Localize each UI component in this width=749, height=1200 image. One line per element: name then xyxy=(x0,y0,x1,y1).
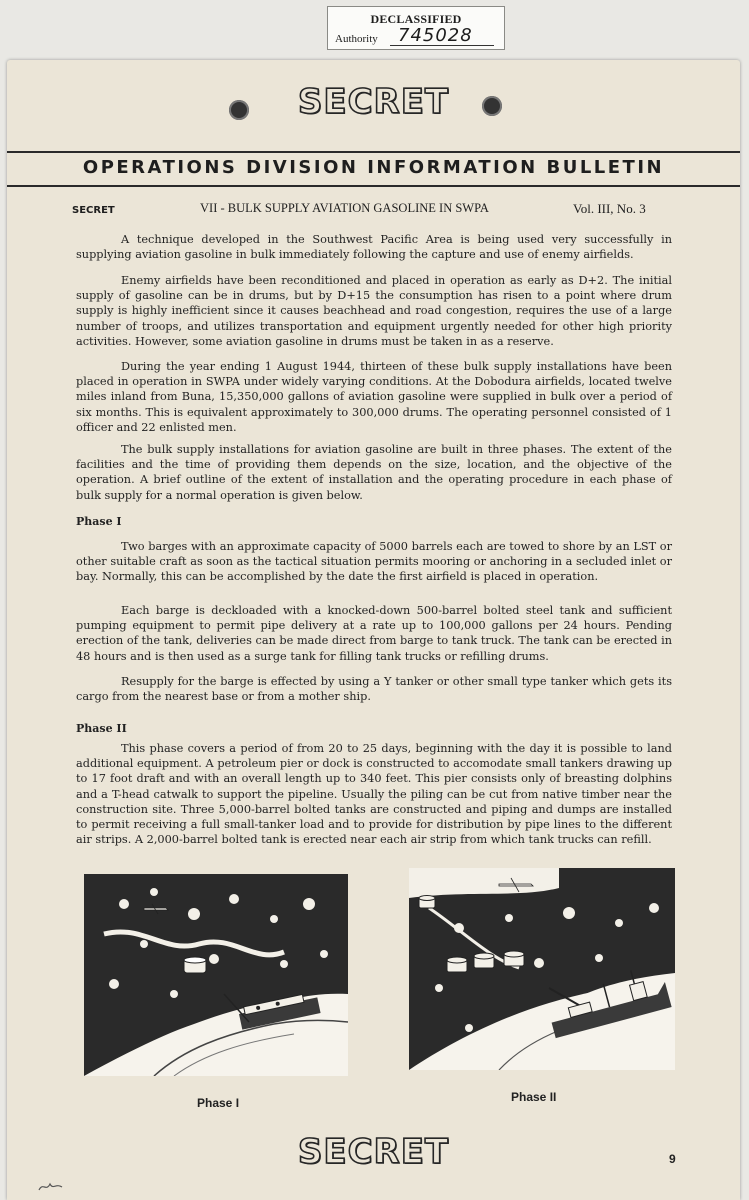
phase-1-drawing xyxy=(84,874,348,1076)
phases-paragraph: The bulk supply installations for aviation gasoline are built in three phases. The extent of the facilities and the time of providing them depends on the size, location, and the objective of the operation. A brief outline of the extent of installation and the operating procedure in each phase of bulk supply for a normal operation is given below. xyxy=(76,443,672,502)
phase-1-paragraph-1: Two barges with an approximate capacity of 5000 barrels each are towed to shore by an LST or other suitable craft as soon as the tactical situation permits mooring or anchoring in a secluded inlet or bay. Normally, this can be accomplished by the date the first airfield is placed in operation. xyxy=(76,540,672,584)
authority-number: 745028 xyxy=(398,25,473,46)
phase-2-paragraph: This phase covers a period of from 20 to 25 days, beginning with the day it is possible to land additional equipment. A petroleum pier or dock is constructed to accomodate small tankers drawing up to 17 foot draft and with an overall length up to 340 feet. This pier consists only of breasting dolphins and a T-head catwalk to support the pipeline. Usually the piling can be cut from native timber near the construction site. Three 5,000-barrel bolted tanks are constructed and piping and dumps are installed to permit receiving a full small-tanker load and to provide for distribution by pipe lines to the different air strips. A 2,000-barrel bolted tank is erected near each air strip from which tank trucks can refill. xyxy=(76,742,672,847)
phase-1-illustration xyxy=(84,874,348,1076)
pencil-mark xyxy=(38,1180,66,1194)
phase-1-heading: Phase I xyxy=(76,515,122,528)
page-number: 9 xyxy=(669,1152,676,1166)
classification-top: SECRET xyxy=(297,82,450,122)
bulletin-page xyxy=(7,60,740,1200)
phase-1-caption: Phase I xyxy=(197,1096,240,1110)
authority-label: Authority xyxy=(335,33,378,45)
declassified-stamp xyxy=(327,6,505,50)
phase-1-paragraph-3: Resupply for the barge is effected by using a Y tanker or other small type tanker which gets its cargo from the nearest base or from a mother ship. xyxy=(76,675,672,704)
authority-underline xyxy=(390,45,494,46)
bulletin-title: OPERATIONS DIVISION INFORMATION BULLETIN xyxy=(82,157,665,178)
phase-2-heading: Phase II xyxy=(76,722,127,735)
section-title: VII - BULK SUPPLY AVIATION GASOLINE IN SWPA xyxy=(200,201,489,215)
airfield-paragraph: Enemy airfields have been reconditioned and placed in operation as early as D+2. The initial supply of gasoline can be in drums, but by D+15 the consumption has risen to a point where drum supply is highly inefficient since it causes beachhead and road congestion, requires the use of a large number of troops, and utilizes transportation and equipment urgently needed for other high priority activities. However, some aviation gasoline in drums must be taken in as a reserve. xyxy=(76,274,672,348)
declassified-label: DECLASSIFIED xyxy=(370,12,462,26)
phase-2-drawing xyxy=(409,868,675,1070)
classification-bottom: SECRET xyxy=(297,1132,450,1172)
header-rule-top xyxy=(7,151,740,153)
phase-2-illustration xyxy=(409,868,675,1070)
phase-2-caption: Phase II xyxy=(511,1090,557,1104)
header-rule-bottom xyxy=(7,185,740,187)
installations-paragraph: During the year ending 1 August 1944, thirteen of these bulk supply installations have been placed in operation in SWPA under widely varying conditions. At the Dobodura airfields, located twelve miles inland from Buna, 15,350,000 gallons of aviation gasoline were supplied in bulk over a period of six months. This is equivalent approximately to 300,000 drums. The operating personnel consisted of 1 officer and 22 enlisted men. xyxy=(76,360,672,434)
intro-paragraph: A technique developed in the Southwest Pacific Area is being used very successfully in supplying aviation gasoline in bulk immediately following the capture and use of enemy airfields. xyxy=(76,233,672,262)
phase-1-paragraph-2: Each barge is deckloaded with a knocked-down 500-barrel bolted steel tank and sufficient pumping equipment to permit pipe delivery at a rate up to 100,000 gallons per 24 hours. Pending erection of the tank, deliveries can be made direct from barge to tank truck. The tank can be erected in 48 hours and is then used as a surge tank for filling tank trucks or refilling drums. xyxy=(76,604,672,663)
classification-small: SECRET xyxy=(72,205,115,216)
volume-number: Vol. III, No. 3 xyxy=(573,201,646,216)
